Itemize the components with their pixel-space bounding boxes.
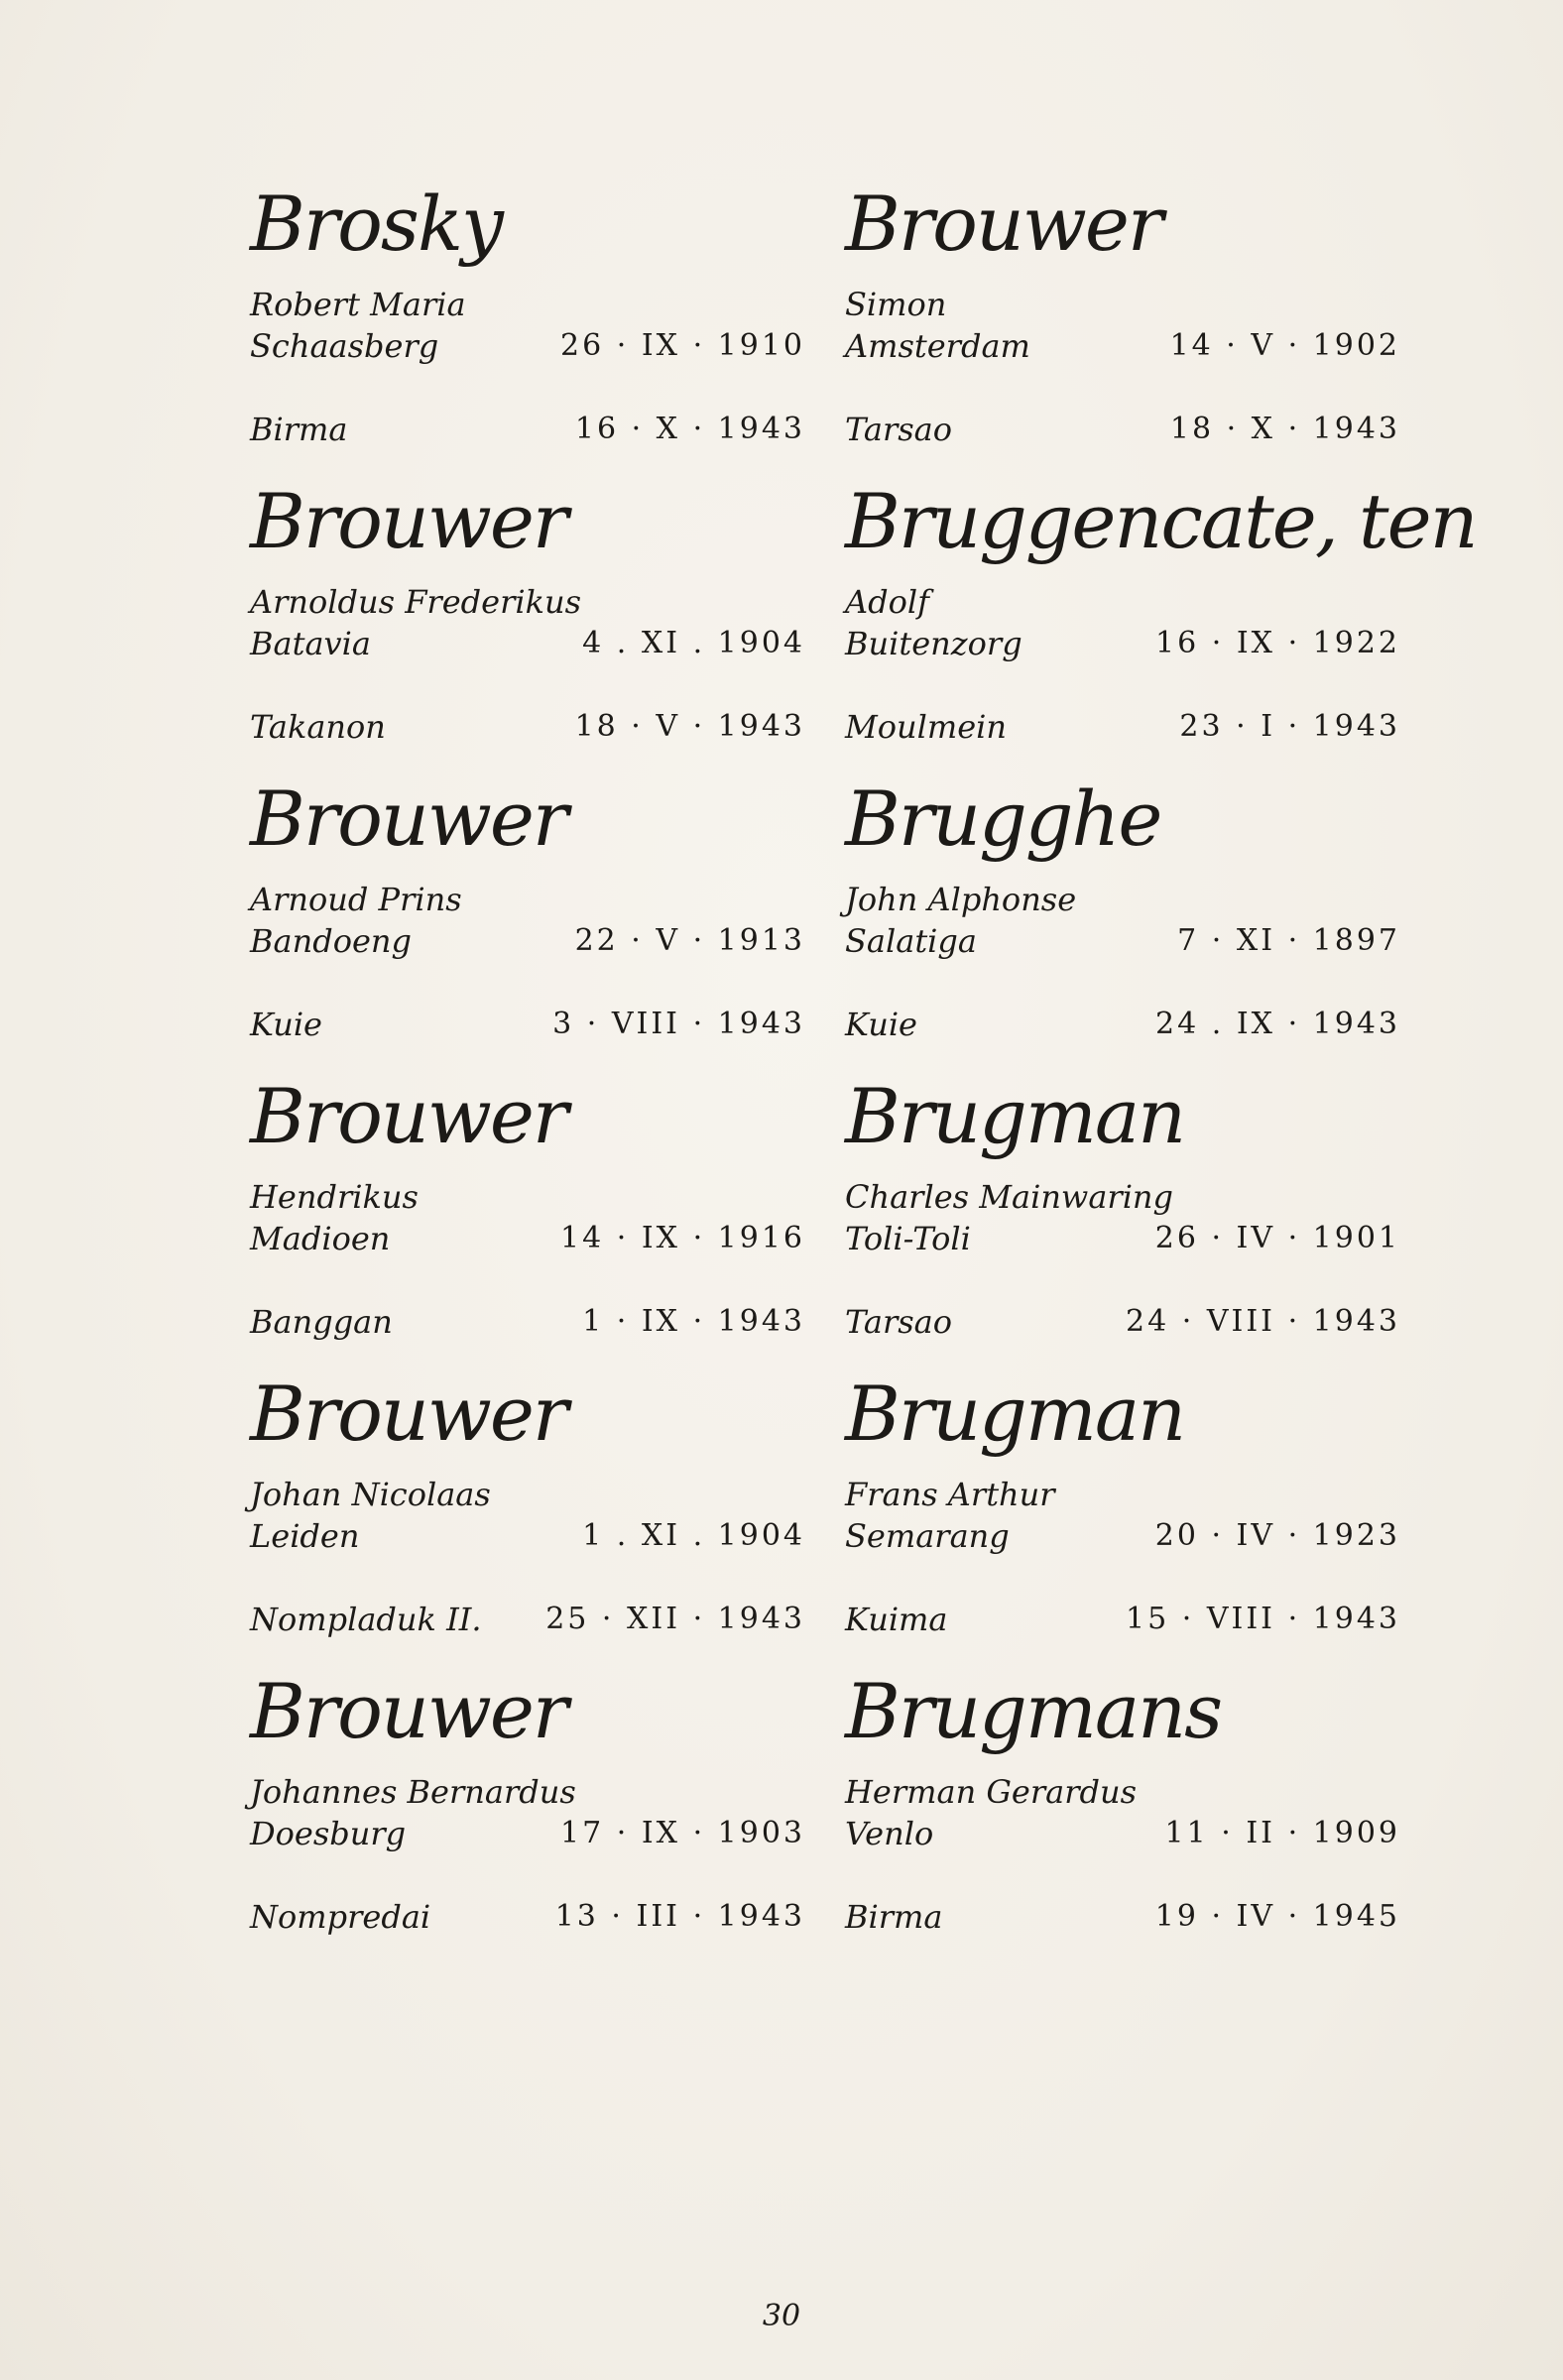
given-names: Arnoud Prins [250,881,462,918]
birth-row [845,1813,1400,1854]
name-entry [845,476,1477,774]
birth-row [250,1515,805,1557]
surname: Brouwer [845,179,1162,268]
given-names: Adolf [845,583,929,621]
birth-place: Bandoeng [250,922,412,960]
birth-place: Semarang [845,1517,1010,1555]
given-names: Frans Arthur [845,1476,1055,1513]
surname: Bruggencate, ten [845,477,1477,565]
death-place: Tarsao [845,411,952,448]
surname: Brugman [845,1072,1185,1160]
given-names: Herman Gerardus [845,1773,1138,1811]
surname: Brugghe [845,774,1161,863]
birth-date: 20 · IV · 1923 [1154,1518,1400,1553]
birth-place: Madioen [250,1220,391,1257]
page-number: 30 [762,2299,801,2333]
birth-date: 26 · IX · 1910 [560,328,805,363]
death-row [845,1004,1400,1045]
birth-date: 4 . XI . 1904 [582,626,805,660]
surname: Brouwer [250,774,567,863]
birth-place: Toli-Toli [845,1220,971,1257]
death-date: 18 · X · 1943 [1169,412,1400,446]
given-names: Hendrikus [250,1178,419,1216]
birth-date: 26 · IV · 1901 [1154,1221,1400,1255]
name-entry [845,774,1400,1071]
death-place: Kuie [250,1006,322,1043]
birth-place: Schaasberg [250,327,439,365]
name-entry [845,1071,1400,1368]
birth-row [845,1218,1400,1259]
birth-date: 17 · IX · 1903 [560,1816,805,1850]
birth-row [845,1515,1400,1557]
death-place: Birma [845,1898,943,1936]
death-row [250,409,805,450]
death-place: Birma [250,411,348,448]
birth-place: Leiden [250,1517,360,1555]
birth-row [250,1813,805,1854]
death-row [250,1301,805,1343]
name-entry [845,1666,1400,1964]
name-entry [845,178,1400,476]
birth-place: Doesburg [250,1815,407,1852]
death-row [845,1896,1400,1938]
birth-row [845,920,1400,962]
left-column [250,178,805,1964]
name-entry [250,178,805,476]
death-row [250,1896,805,1938]
given-names: Robert Maria [250,286,466,323]
birth-row [250,325,805,367]
right-column [845,178,1477,1964]
death-date: 15 · VIII · 1943 [1126,1602,1400,1636]
birth-date: 14 · V · 1902 [1169,328,1400,363]
death-date: 18 · V · 1943 [574,709,805,744]
death-row [250,1599,805,1640]
name-entry [250,476,805,774]
name-entry [250,1368,805,1666]
death-place: Nompladuk II. [250,1601,482,1638]
birth-place: Amsterdam [845,327,1030,365]
surname: Brugmans [845,1667,1222,1755]
birth-place: Batavia [250,625,371,662]
death-place: Tarsao [845,1303,952,1341]
name-entry [250,1666,805,1964]
birth-row [250,920,805,962]
surname: Brouwer [250,477,567,565]
death-date: 19 · IV · 1945 [1154,1899,1400,1934]
birth-row [250,1218,805,1259]
death-row [845,706,1400,748]
death-date: 16 · X · 1943 [574,412,805,446]
birth-row [250,623,805,664]
death-date: 23 · I · 1943 [1179,709,1400,744]
birth-row [845,623,1400,664]
birth-date: 22 · V · 1913 [574,923,805,958]
birth-date: 7 · XI · 1897 [1177,923,1400,958]
death-row [250,1004,805,1045]
death-place: Moulmein [845,708,1007,746]
name-entry [250,774,805,1071]
birth-place: Venlo [845,1815,934,1852]
birth-date: 16 · IX · 1922 [1155,626,1400,660]
death-place: Banggan [250,1303,393,1341]
birth-place: Buitenzorg [845,625,1022,662]
death-date: 3 · VIII · 1943 [552,1007,805,1041]
given-names: Johan Nicolaas [250,1476,491,1513]
name-entry [250,1071,805,1368]
death-place: Kuima [845,1601,948,1638]
name-entry [845,1368,1400,1666]
surname: Brouwer [250,1667,567,1755]
death-date: 24 · VIII · 1943 [1126,1304,1400,1339]
surname: Brugman [845,1369,1185,1458]
death-date: 1 · IX · 1943 [582,1304,805,1339]
surname: Brouwer [250,1072,567,1160]
death-place: Takanon [250,708,386,746]
given-names: Johannes Bernardus [250,1773,576,1811]
given-names: Simon [845,286,947,323]
death-place: Nompredai [250,1898,431,1936]
birth-row [845,325,1400,367]
birth-date: 1 . XI . 1904 [582,1518,805,1553]
surname: Brosky [250,179,502,268]
birth-date: 14 · IX · 1916 [560,1221,805,1255]
given-names: Charles Mainwaring [845,1178,1174,1216]
death-date: 13 · III · 1943 [554,1899,805,1934]
birth-place: Salatiga [845,922,977,960]
death-row [845,1301,1400,1343]
death-date: 24 . IX · 1943 [1155,1007,1400,1041]
given-names: Arnoldus Frederikus [250,583,582,621]
death-row [845,1599,1400,1640]
birth-date: 11 · II · 1909 [1164,1816,1400,1850]
death-date: 25 · XII · 1943 [545,1602,805,1636]
death-row [845,409,1400,450]
death-place: Kuie [845,1006,917,1043]
given-names: John Alphonse [845,881,1077,918]
surname: Brouwer [250,1369,567,1458]
death-row [250,706,805,748]
